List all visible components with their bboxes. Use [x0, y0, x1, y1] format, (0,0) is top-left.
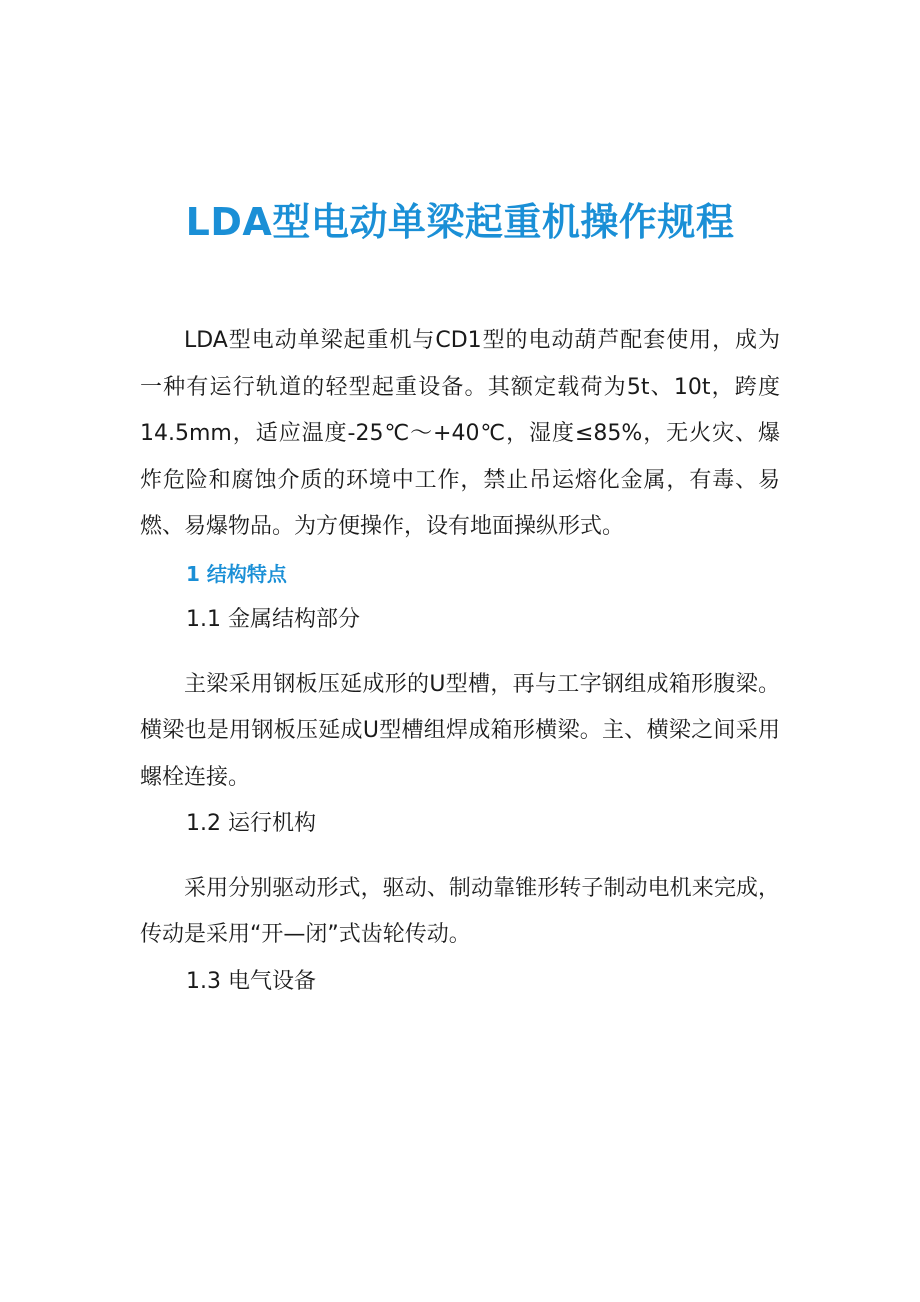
document-title: LDA型电动单梁起重机操作规程 [185, 200, 735, 244]
intro-paragraph: LDA型电动单梁起重机与CD1型的电动葫芦配套使用，成为一种有运行轨道的轻型起重设备。其额定载荷为5t、10t，跨度14.5mm，适应温度-25℃～+40℃，湿度≤85%，无火灾、爆炸危险和腐蚀介质的环境中工作，禁止吊运熔化金属，有毒、易燃、易爆物品。为方便操作，设有地面操纵形式。 [140, 328, 780, 539]
running-mechanism-paragraph: 采用分别驱动形式，驱动、制动靠锥形转子制动电机来完成，传动是采用“开—闭”式齿轮传动。 [140, 875, 780, 947]
subsection-heading-electrical: 1.3 电气设备 [186, 968, 316, 994]
metal-structure-paragraph: 主梁采用钢板压延成形的U型槽，再与工字钢组成箱形腹梁。横梁也是用钢板压延成U型槽组焊成箱形横梁。主、横梁之间采用螺栓连接。 [140, 671, 780, 790]
section-heading-structure: 1 结构特点 [186, 561, 287, 586]
subsection-heading-metal-structure: 1.1 金属结构部分 [186, 607, 360, 632]
document-body [140, 318, 780, 1005]
subsection-heading-running-mechanism: 1.2 运行机构 [186, 811, 316, 836]
